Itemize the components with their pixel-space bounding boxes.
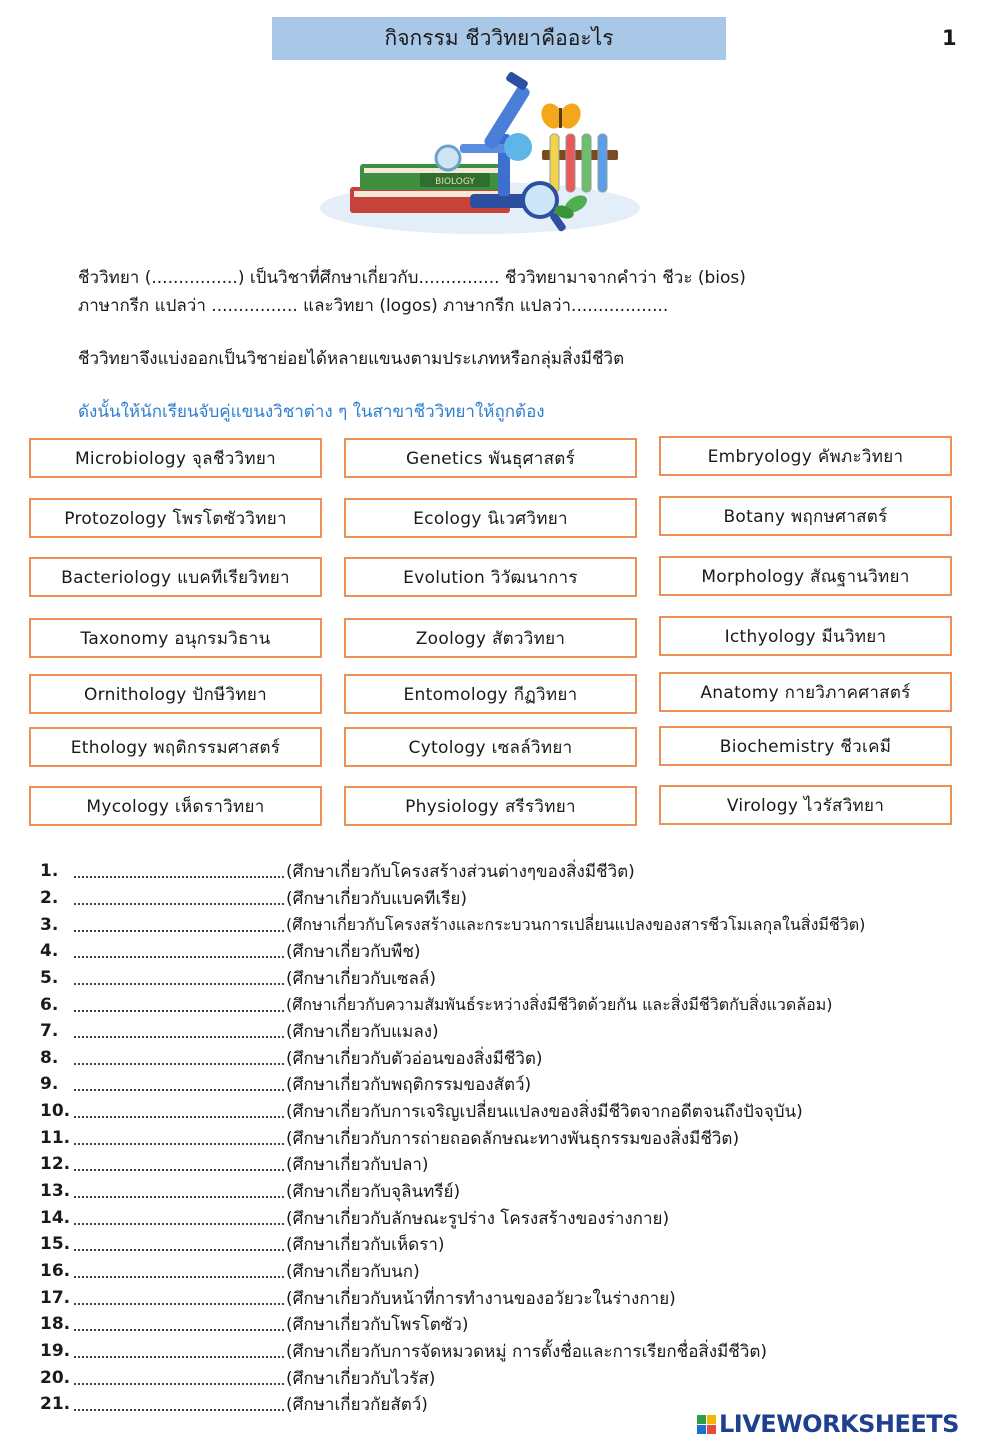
question-number: 19.	[40, 1341, 71, 1361]
answer-blank[interactable]	[74, 1133, 284, 1145]
question-row	[40, 1391, 428, 1417]
question-text: (ศึกษาเกี่ยวกับลักษณะรูปร่าง โครงสร้างของร่างกาย)	[286, 1208, 670, 1229]
question-row	[40, 1311, 469, 1337]
question-text: (ศึกษาเกี่ยวกับความสัมพันธ์ระหว่างสิ่งมีชีวิตด้วยกัน และสิ่งมีชีวิตกับสิ่งแวดล้อม)	[286, 994, 833, 1014]
question-number: 7.	[40, 1021, 59, 1041]
answer-blank[interactable]	[74, 1186, 284, 1198]
answer-blank[interactable]	[74, 973, 284, 985]
instruction-text: ดังนั้นให้นักเรียนจับคู่แขนงวิชาต่าง ๆ ในสาขาชีววิทยาให้ถูกต้อง	[78, 402, 545, 422]
question-row	[40, 1365, 435, 1391]
answer-blank[interactable]	[74, 1000, 284, 1012]
biology-illustration	[310, 72, 650, 242]
question-row	[40, 1151, 429, 1177]
question-number: 14.	[40, 1208, 71, 1228]
answer-card[interactable]: Microbiology จุลชีววิทยา	[29, 438, 322, 478]
answer-card[interactable]: Taxonomy อนุกรมวิธาน	[29, 618, 322, 658]
question-row	[40, 1285, 676, 1311]
question-number: 17.	[40, 1288, 71, 1308]
answer-blank[interactable]	[74, 1159, 284, 1171]
question-row	[40, 885, 467, 911]
answer-blank[interactable]	[74, 1213, 284, 1225]
answer-card[interactable]: Protozology โพรโตซัววิทยา	[29, 498, 322, 538]
answer-card[interactable]: Physiology สรีรวิทยา	[344, 786, 637, 826]
question-text: (ศึกษาเกี่ยวกับแมลง)	[286, 1021, 439, 1042]
question-text: (ศึกษาเกี่ยวกับหน้าที่การทำงานของอวัยวะในร่างกาย)	[286, 1288, 676, 1309]
answer-card[interactable]: Ornithology ปักษีวิทยา	[29, 674, 322, 714]
question-text: (ศึกษาเกี่ยวกัยสัตว์)	[286, 1394, 428, 1415]
answer-card[interactable]: Mycology เห็ดราวิทยา	[29, 786, 322, 826]
question-number: 8.	[40, 1048, 59, 1068]
liveworksheets-logo[interactable]	[697, 1410, 959, 1438]
answer-blank[interactable]	[74, 1399, 284, 1411]
question-row	[40, 992, 832, 1018]
question-text: (ศึกษาเกี่ยวกับพฤติกรรมของสัตว์)	[286, 1074, 532, 1095]
question-number: 2.	[40, 888, 59, 908]
question-text: (ศึกษาเกี่ยวกับไวรัส)	[286, 1368, 436, 1389]
answer-blank[interactable]	[74, 1079, 284, 1091]
cell-icon	[436, 146, 460, 170]
answer-card[interactable]: Bacteriology แบคทีเรียวิทยา	[29, 557, 322, 597]
answer-blank[interactable]	[74, 1053, 284, 1065]
question-text: (ศึกษาเกี่ยวกับปลา)	[286, 1154, 429, 1175]
question-text: (ศึกษาเกี่ยวกับนก)	[286, 1261, 420, 1282]
question-row	[40, 1178, 460, 1204]
intro-line-3: ชีววิทยาจึงแบ่งออกเป็นวิชาย่อยได้หลายแขนงตามประเภทหรือกลุ่มสิ่งมีชีวิต	[78, 349, 625, 369]
worksheet-title	[272, 17, 726, 60]
intro-line-1: ชีววิทยา (................) เป็นวิชาที่ศึกษาเกี่ยวกับ............... ชีววิทยามาจากคำว่า ชีวะ (bios)	[78, 268, 746, 288]
question-row	[40, 1258, 420, 1284]
question-number: 3.	[40, 915, 59, 935]
question-text: (ศึกษาเกี่ยวกับโครงสร้างส่วนต่างๆของสิ่งมีชีวิต)	[286, 861, 635, 882]
answer-card[interactable]: Genetics พันธุศาสตร์	[344, 438, 637, 478]
page-number: 1	[942, 26, 957, 50]
question-text: (ศึกษาเกี่ยวกับการถ่ายถอดลักษณะทางพันธุกรรมของสิ่งมีชีวิต)	[286, 1128, 740, 1149]
answer-blank[interactable]	[74, 1106, 284, 1118]
answer-card[interactable]: Icthyology มีนวิทยา	[659, 616, 952, 656]
answer-card[interactable]: Ecology นิเวศวิทยา	[344, 498, 637, 538]
question-row	[40, 1045, 543, 1071]
question-text: (ศึกษาเกี่ยวกับพืช)	[286, 941, 421, 962]
question-number: 13.	[40, 1181, 71, 1201]
question-text: (ศึกษาเกี่ยวกับการเจริญเปลี่ยนแปลงของสิ่งมีชีวิตจากอดีตจนถึงปัจจุบัน)	[286, 1101, 803, 1122]
question-text: (ศึกษาเกี่ยวกับโพรโตซัว)	[286, 1314, 469, 1335]
question-number: 20.	[40, 1368, 71, 1388]
question-row	[40, 858, 635, 884]
answer-card[interactable]: Zoology สัตววิทยา	[344, 618, 637, 658]
question-number: 1.	[40, 861, 59, 881]
question-text: (ศึกษาเกี่ยวกับการจัดหมวดหมู่ การตั้งชื่อและการเรียกชื่อสิ่งมีชีวิต)	[286, 1341, 768, 1362]
answer-blank[interactable]	[74, 1319, 284, 1331]
answer-card[interactable]: Ethology พฤติกรรมศาสตร์	[29, 727, 322, 767]
question-row	[40, 1071, 531, 1097]
answer-blank[interactable]	[74, 1346, 284, 1358]
answer-card[interactable]: Evolution วิวัฒนาการ	[344, 557, 637, 597]
question-text: (ศึกษาเกี่ยวกับแบคทีเรีย)	[286, 888, 468, 909]
answer-blank[interactable]	[74, 1026, 284, 1038]
logo-text: LIVEWORKSHEETS	[719, 1410, 959, 1438]
question-row	[40, 1231, 445, 1257]
question-number: 15.	[40, 1234, 71, 1254]
question-row	[40, 1098, 803, 1124]
question-row	[40, 1205, 669, 1231]
answer-card[interactable]: Entomology กีฏวิทยา	[344, 674, 637, 714]
question-text: (ศึกษาเกี่ยวกับจุลินทรีย์)	[286, 1181, 461, 1202]
worksheet-title-text: กิจกรรม ชีววิทยาคืออะไร	[384, 26, 614, 50]
question-row	[40, 938, 421, 964]
answer-card[interactable]: Cytology เซลล์วิทยา	[344, 727, 637, 767]
answer-blank[interactable]	[74, 866, 284, 878]
test-tubes-icon	[542, 134, 618, 192]
question-text: (ศึกษาเกี่ยวกับโครงสร้างและกระบวนการเปลี่ยนแปลงของสารชีวโมเลกุลในสิ่งมีชีวิต)	[286, 914, 866, 934]
answer-blank[interactable]	[74, 1239, 284, 1251]
answer-card[interactable]: Biochemistry ชีวเคมี	[659, 726, 952, 766]
question-row	[40, 1018, 439, 1044]
question-number: 6.	[40, 995, 59, 1015]
answer-card[interactable]: Anatomy กายวิภาคศาสตร์	[659, 672, 952, 712]
intro-line-2: ภาษากรีก แปลว่า ................ และวิทยา (logos) ภาษากรีก แปลว่า..................	[78, 296, 669, 316]
question-row	[40, 1338, 767, 1364]
answer-card[interactable]: Virology ไวรัสวิทยา	[659, 785, 952, 825]
question-text: (ศึกษาเกี่ยวกับเห็ดรา)	[286, 1234, 445, 1255]
question-number: 18.	[40, 1314, 71, 1334]
question-number: 12.	[40, 1154, 71, 1174]
answer-card[interactable]: Embryology คัพภะวิทยา	[659, 436, 952, 476]
logo-grid-icon	[697, 1415, 716, 1434]
answer-blank[interactable]	[74, 946, 284, 958]
question-number: 16.	[40, 1261, 71, 1281]
question-text: (ศึกษาเกี่ยวกับเซลล์)	[286, 968, 436, 989]
question-row	[40, 965, 436, 991]
answer-blank[interactable]	[74, 1293, 284, 1305]
answer-blank[interactable]	[74, 1266, 284, 1278]
question-number: 4.	[40, 941, 59, 961]
svg-text:BIOLOGY: BIOLOGY	[435, 177, 475, 187]
question-number: 21.	[40, 1394, 71, 1414]
question-row	[40, 912, 865, 938]
question-row	[40, 1125, 739, 1151]
question-number: 5.	[40, 968, 59, 988]
answer-card[interactable]: Botany พฤกษศาสตร์	[659, 496, 952, 536]
question-number: 10.	[40, 1101, 71, 1121]
answer-card[interactable]: Morphology สัณฐานวิทยา	[659, 556, 952, 596]
question-number: 9.	[40, 1074, 59, 1094]
answer-blank[interactable]	[74, 1373, 284, 1385]
answer-blank[interactable]	[74, 920, 284, 932]
question-text: (ศึกษาเกี่ยวกับตัวอ่อนของสิ่งมีชีวิต)	[286, 1048, 543, 1069]
butterfly-icon	[537, 100, 584, 132]
question-number: 11.	[40, 1128, 71, 1148]
answer-blank[interactable]	[74, 893, 284, 905]
